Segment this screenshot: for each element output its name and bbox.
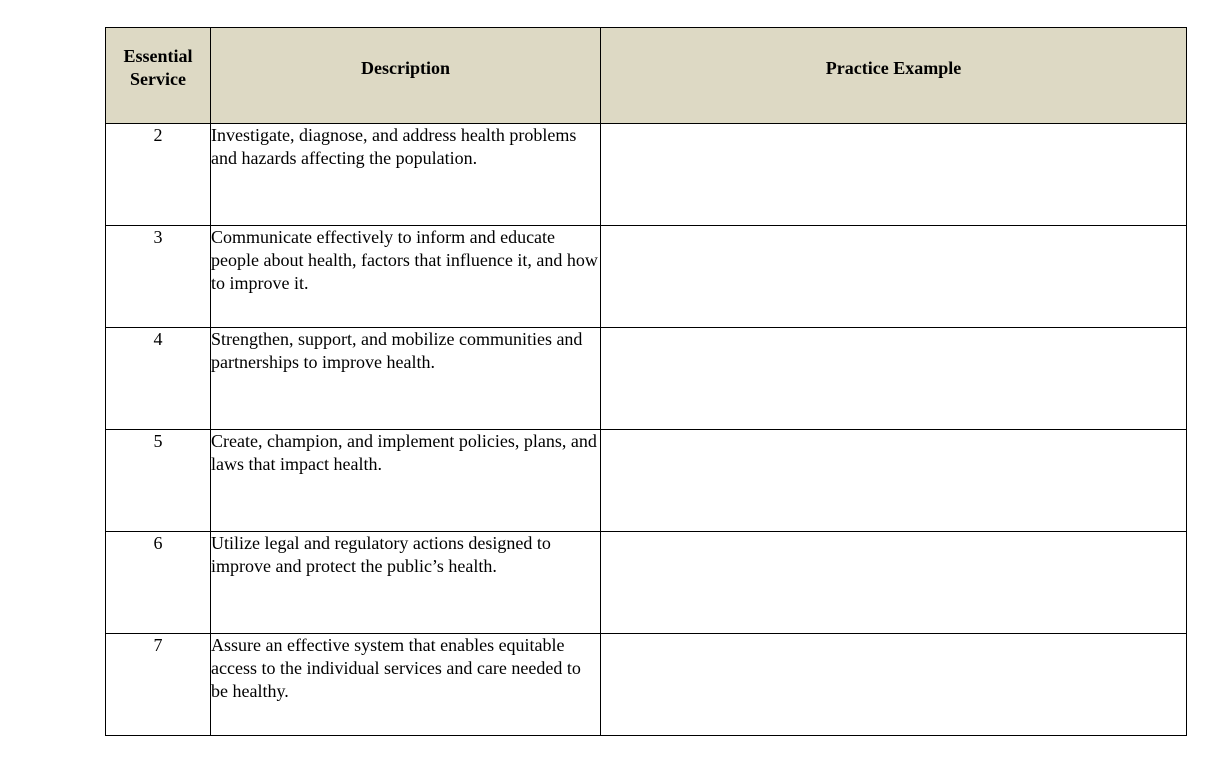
practice-example-cell[interactable] [601, 634, 1187, 736]
table-row [106, 634, 1187, 736]
service-description: Communicate effectively to inform and educate people about health, factors that influence it, and how to improve it. [211, 226, 601, 328]
service-number: 3 [106, 226, 211, 328]
service-number: 5 [106, 430, 211, 532]
table-row [106, 430, 1187, 532]
header-description [211, 28, 601, 124]
header-description-label: Description [361, 58, 450, 78]
header-essential-service-label: Essential Service [123, 46, 193, 89]
practice-example-cell[interactable] [601, 226, 1187, 328]
practice-example-cell[interactable] [601, 328, 1187, 430]
header-practice-example-label: Practice Example [825, 58, 962, 78]
practice-example-cell[interactable] [601, 124, 1187, 226]
practice-example-cell[interactable] [601, 532, 1187, 634]
service-description: Create, champion, and implement policies, plans, and laws that impact health. [211, 430, 601, 532]
header-row [106, 28, 1187, 124]
service-description: Utilize legal and regulatory actions designed to improve and protect the public’s health. [211, 532, 601, 634]
practice-example-cell[interactable] [601, 430, 1187, 532]
service-description: Investigate, diagnose, and address health problems and hazards affecting the population. [211, 124, 601, 226]
table-row [106, 532, 1187, 634]
service-number: 4 [106, 328, 211, 430]
table-row [106, 124, 1187, 226]
service-description: Strengthen, support, and mobilize communities and partnerships to improve health. [211, 328, 601, 430]
table-row [106, 328, 1187, 430]
service-number: 6 [106, 532, 211, 634]
essential-services-table [105, 27, 1187, 736]
service-number: 7 [106, 634, 211, 736]
service-number: 2 [106, 124, 211, 226]
table-row [106, 226, 1187, 328]
header-practice-example [601, 28, 1187, 124]
header-essential-service [106, 28, 211, 124]
service-description: Assure an effective system that enables equitable access to the individual services and care needed to be healthy. [211, 634, 601, 736]
